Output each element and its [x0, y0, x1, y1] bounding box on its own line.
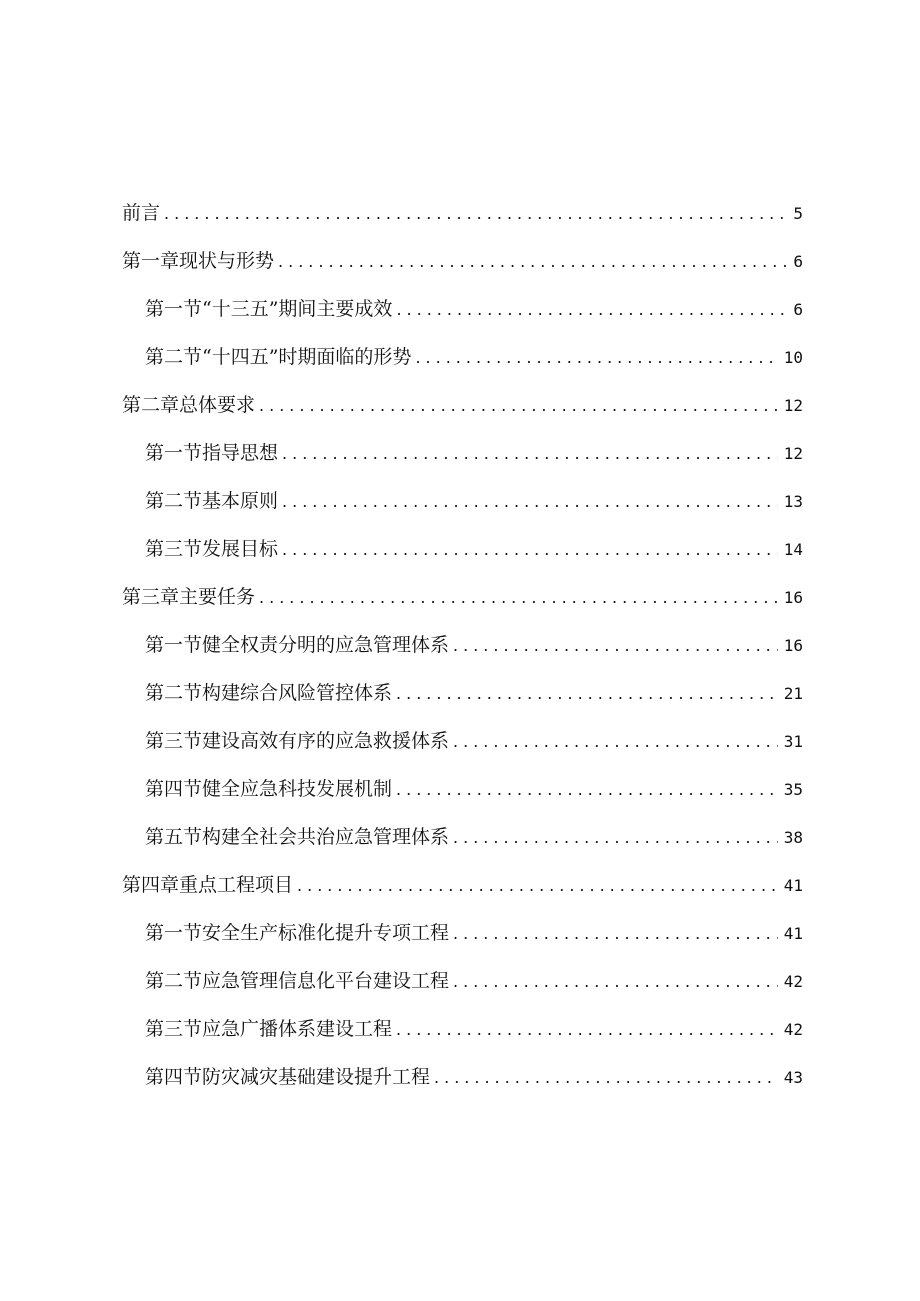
toc-entry-title: 第二节“十四五”时期面临的形势	[145, 346, 412, 368]
toc-entry-title: 第一节健全权责分明的应急管理体系	[145, 634, 450, 656]
toc-dot-leader	[396, 766, 778, 814]
toc-entry-page: 12	[783, 396, 803, 415]
toc-dot-leader	[434, 1054, 778, 1102]
toc-entry-title: 第四章重点工程项目	[122, 874, 294, 896]
toc-dot-leader	[453, 718, 778, 766]
toc-entry-page: 41	[783, 876, 803, 895]
toc-dot-leader	[297, 862, 778, 910]
toc-dot-leader	[415, 334, 777, 382]
toc-entry-title: 第三章主要任务	[122, 586, 256, 608]
toc-entry-title: 第一节“十三五”期间主要成效	[145, 298, 393, 320]
toc-dot-leader	[282, 526, 778, 574]
toc-entry-title: 第三节应急广播体系建设工程	[145, 1018, 393, 1040]
toc-dot-leader	[453, 958, 778, 1006]
table-of-contents	[122, 189, 803, 1101]
toc-entry[interactable]	[122, 477, 803, 525]
toc-entry-title: 第一章现状与形势	[122, 250, 275, 272]
toc-entry-page: 42	[783, 1020, 803, 1039]
toc-entry[interactable]	[122, 285, 803, 333]
toc-entry[interactable]	[122, 717, 803, 765]
toc-entry-page: 35	[783, 780, 803, 799]
toc-entry[interactable]	[122, 1005, 803, 1053]
toc-dot-leader	[453, 910, 778, 958]
toc-entry-page: 43	[783, 1068, 803, 1087]
toc-dot-leader	[164, 190, 787, 238]
toc-entry[interactable]	[122, 621, 803, 669]
toc-entry[interactable]	[122, 525, 803, 573]
toc-entry[interactable]	[122, 1053, 803, 1101]
toc-dot-leader	[453, 814, 778, 862]
toc-entry-page: 14	[783, 540, 803, 559]
toc-dot-leader	[453, 622, 778, 670]
toc-entry-page: 16	[783, 636, 803, 655]
toc-entry-page: 41	[783, 924, 803, 943]
toc-entry[interactable]	[122, 813, 803, 861]
toc-entry-page: 6	[793, 300, 803, 319]
toc-entry-title: 第四节健全应急科技发展机制	[145, 778, 393, 800]
toc-dot-leader	[282, 430, 778, 478]
toc-dot-leader	[278, 238, 787, 286]
toc-entry[interactable]	[122, 237, 803, 285]
toc-entry[interactable]	[122, 957, 803, 1005]
toc-entry[interactable]	[122, 669, 803, 717]
toc-entry-page: 38	[783, 828, 803, 847]
toc-entry-title: 第二节基本原则	[145, 490, 279, 512]
toc-entry-page: 31	[783, 732, 803, 751]
toc-entry-page: 12	[783, 444, 803, 463]
toc-entry-title: 第三节建设高效有序的应急救援体系	[145, 730, 450, 752]
toc-entry-page: 21	[783, 684, 803, 703]
toc-entry-title: 第一节指导思想	[145, 442, 279, 464]
toc-entry-title: 第二节应急管理信息化平台建设工程	[145, 970, 450, 992]
toc-dot-leader	[259, 382, 778, 430]
toc-entry-page: 6	[793, 252, 803, 271]
toc-dot-leader	[282, 478, 778, 526]
toc-entry-page: 10	[783, 348, 803, 367]
toc-entry-title: 第一节安全生产标准化提升专项工程	[145, 922, 450, 944]
toc-entry-title: 第二节构建综合风险管控体系	[145, 682, 393, 704]
toc-entry[interactable]	[122, 333, 803, 381]
toc-entry-page: 13	[783, 492, 803, 511]
toc-entry-title: 第二章总体要求	[122, 394, 256, 416]
toc-entry-page: 5	[793, 204, 803, 223]
toc-dot-leader	[396, 1006, 778, 1054]
toc-dot-leader	[396, 670, 778, 718]
toc-entry-title: 第四节防灾减灾基础建设提升工程	[145, 1066, 431, 1088]
toc-entry[interactable]	[122, 189, 803, 237]
toc-entry-page: 42	[783, 972, 803, 991]
toc-entry-title: 前言	[122, 202, 161, 224]
toc-entry-title: 第五节构建全社会共治应急管理体系	[145, 826, 450, 848]
toc-entry[interactable]	[122, 381, 803, 429]
toc-dot-leader	[259, 574, 778, 622]
toc-dot-leader	[396, 286, 787, 334]
toc-entry-title: 第三节发展目标	[145, 538, 279, 560]
toc-entry[interactable]	[122, 861, 803, 909]
toc-entry[interactable]	[122, 765, 803, 813]
toc-entry[interactable]	[122, 909, 803, 957]
toc-entry[interactable]	[122, 429, 803, 477]
toc-entry-page: 16	[783, 588, 803, 607]
toc-entry[interactable]	[122, 573, 803, 621]
